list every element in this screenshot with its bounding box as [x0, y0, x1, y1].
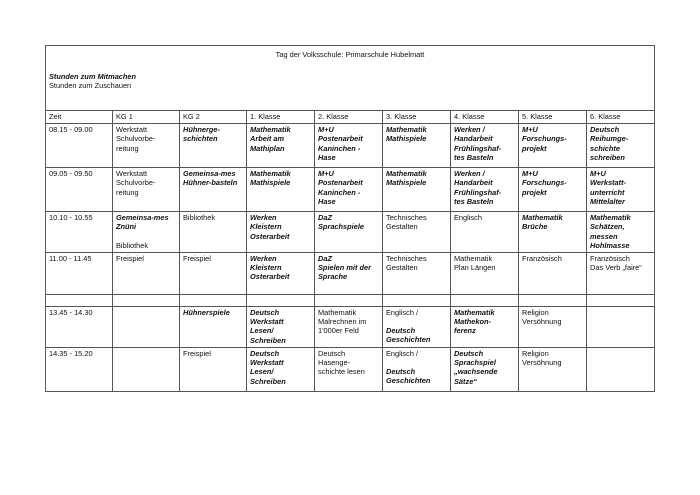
header-row [46, 111, 655, 124]
cell-extra-text: Deutsch Geschichten [386, 367, 431, 386]
cell-text: Deutsch Hasenge- schichte lesen [318, 349, 365, 377]
lesson-cell [519, 253, 587, 295]
cell-text: Mathematik Schätzen, messen Hohlmasse [590, 213, 631, 250]
lesson-cell [315, 348, 383, 392]
lesson-cell [180, 212, 247, 253]
time-cell [46, 295, 113, 307]
lesson-cell [180, 307, 247, 348]
legend-watch: Stunden zum Zuschauen [49, 81, 132, 91]
cell-text: Mathematik Arbeit am Mathiplan [250, 125, 291, 153]
cell-text: Französisch [522, 254, 562, 264]
column-header: KG 2 [180, 111, 247, 124]
cell-text: Freispiel [116, 254, 144, 264]
cell-text: Gemeinsa-mes Hühner-basteln [183, 169, 238, 188]
column-header: 3. Klasse [383, 111, 451, 124]
lesson-cell [247, 168, 315, 212]
cell-text: M+U Postenarbeit Kaninchen - Hase [318, 169, 363, 206]
cell-text: Freispiel [183, 254, 211, 264]
cell-text: M+U Postenarbeit Kaninchen - Hase [318, 125, 363, 162]
cell-text: Mathematik Mathispiele [386, 169, 427, 188]
lesson-cell [587, 124, 655, 168]
cell-text: DaZ Sprachspiele [318, 213, 365, 232]
column-header: 4. Klasse [451, 111, 519, 124]
time-cell [46, 348, 113, 392]
cell-text: Mathematik Plan Längen [454, 254, 496, 273]
lesson-cell [383, 212, 451, 253]
cell-text: Gemeinsa-mes Znüni [116, 213, 169, 232]
cell-text: Deutsch Sprachspiel „wachsende Sätze“ [454, 349, 498, 386]
lesson-cell [247, 253, 315, 295]
cell-text: 13.45 - 14.30 [49, 308, 93, 318]
cell-text: Hühnerge- schichten [183, 125, 220, 144]
cell-text: Mathematik Mathispiele [250, 169, 291, 188]
cell-extra-text: Bibliothek [116, 240, 149, 250]
lesson-cell [383, 348, 451, 392]
cell-text: Mathematik Mathekon- ferenz [454, 308, 495, 336]
cell-text: Technisches Gestalten [386, 254, 427, 273]
lesson-cell [180, 253, 247, 295]
cell-text: Mathematik Brüche [522, 213, 563, 232]
document-title: Tag der Volksschule: Primarschule Hubelmatt [46, 46, 655, 67]
title-row [46, 46, 655, 67]
cell-text: Deutsch Reihumge- schichte schreiben [590, 125, 629, 162]
cell-text: Deutsch Werkstatt Lesen/ Schreiben [250, 349, 286, 386]
cell-text: 14.35 - 15.20 [49, 349, 93, 359]
cell-text: Religion Versöhnung [522, 308, 562, 327]
cell-text: 11.00 - 11.45 [49, 254, 92, 264]
cell-text: Religion Versöhnung [522, 349, 562, 368]
cell-text: Technisches Gestalten [386, 213, 427, 232]
cell-text: DaZ Spielen mit der Sprache [318, 254, 371, 282]
time-cell [46, 253, 113, 295]
lesson-cell [451, 307, 519, 348]
column-header: KG 1 [113, 111, 180, 124]
schedule-table [45, 45, 655, 392]
lesson-cell [315, 168, 383, 212]
cell-text: Werken / Handarbeit Frühlingshaf- tes Basteln [454, 169, 502, 206]
lesson-cell [383, 307, 451, 348]
lesson-cell [247, 307, 315, 348]
lesson-cell [519, 295, 587, 307]
cell-text: Mathematik Mathispiele [386, 125, 427, 144]
legend [46, 66, 655, 111]
lesson-cell [451, 168, 519, 212]
schedule-document [45, 45, 654, 392]
column-header: 5. Klasse [519, 111, 587, 124]
legend-participate: Stunden zum Mitmachen [49, 72, 137, 81]
lesson-cell [315, 124, 383, 168]
cell-text: M+U Forschungs- projekt [522, 169, 567, 197]
lesson-cell [519, 168, 587, 212]
lesson-cell [383, 295, 451, 307]
lesson-cell [180, 168, 247, 212]
lesson-cell [587, 168, 655, 212]
time-slot-row [46, 212, 655, 253]
time-slot-row [46, 124, 655, 168]
lesson-cell [519, 307, 587, 348]
cell-extra-text: Deutsch Geschichten [386, 326, 431, 345]
cell-text: Werkstatt Schulvorbe- reitung [116, 125, 156, 153]
lesson-cell [315, 295, 383, 307]
lesson-cell [315, 307, 383, 348]
cell-text: Englisch / [386, 308, 419, 318]
cell-text: M+U Werkstatt- unterricht Mittelalter [590, 169, 627, 206]
lesson-cell [519, 348, 587, 392]
cell-text: Deutsch Werkstatt Lesen/ Schreiben [250, 308, 286, 345]
lesson-cell [113, 348, 180, 392]
lesson-cell [383, 253, 451, 295]
cell-text: Werken Kleistern Osterarbeit [250, 213, 290, 241]
lesson-cell [247, 295, 315, 307]
cell-text: Werken Kleistern Osterarbeit [250, 254, 290, 282]
lesson-cell [113, 253, 180, 295]
column-header: 2. Klasse [315, 111, 383, 124]
lesson-cell [180, 124, 247, 168]
lesson-cell [451, 212, 519, 253]
cell-text: M+U Forschungs- projekt [522, 125, 567, 153]
cell-text: Französisch Das Verb „faire“ [590, 254, 642, 273]
cell-text: Mathematik Malrechnen im 1'000er Feld [318, 308, 367, 336]
lesson-cell [247, 212, 315, 253]
time-slot-row [46, 168, 655, 212]
spacer-row [46, 295, 655, 307]
lesson-cell [519, 212, 587, 253]
lesson-cell [383, 168, 451, 212]
lesson-cell [180, 348, 247, 392]
lesson-cell [451, 295, 519, 307]
lesson-cell [587, 307, 655, 348]
column-header: Zeit [46, 111, 113, 124]
cell-text: 08.15 - 09.00 [49, 125, 93, 135]
lesson-cell [587, 348, 655, 392]
time-cell [46, 307, 113, 348]
lesson-cell [315, 253, 383, 295]
time-cell [46, 212, 113, 253]
lesson-cell [519, 124, 587, 168]
time-slot-row [46, 348, 655, 392]
cell-text: 09.05 - 09.50 [49, 169, 93, 179]
column-header: 1. Klasse [247, 111, 315, 124]
lesson-cell [383, 124, 451, 168]
lesson-cell [451, 348, 519, 392]
lesson-cell [587, 295, 655, 307]
time-cell [46, 124, 113, 168]
cell-text: Englisch / [386, 349, 419, 359]
cell-text: Freispiel [183, 349, 211, 359]
lesson-cell [315, 212, 383, 253]
lesson-cell [451, 253, 519, 295]
lesson-cell [587, 253, 655, 295]
time-slot-row [46, 307, 655, 348]
lesson-cell [113, 168, 180, 212]
lesson-cell [587, 212, 655, 253]
lesson-cell [113, 295, 180, 307]
legend-row [46, 66, 655, 111]
lesson-cell [247, 348, 315, 392]
cell-text: Werken / Handarbeit Frühlingshaf- tes Basteln [454, 125, 502, 162]
cell-text: Hühnerspiele [183, 308, 230, 318]
cell-text: Englisch [454, 213, 482, 223]
cell-text: Werkstatt Schulvorbe- reitung [116, 169, 156, 197]
cell-text: Bibliothek [183, 213, 216, 223]
column-header: 6. Klasse [587, 111, 655, 124]
lesson-cell [247, 124, 315, 168]
lesson-cell [113, 212, 180, 253]
time-cell [46, 168, 113, 212]
cell-text: 10.10 - 10.55 [49, 213, 93, 223]
lesson-cell [180, 295, 247, 307]
time-slot-row [46, 253, 655, 295]
lesson-cell [113, 307, 180, 348]
lesson-cell [113, 124, 180, 168]
lesson-cell [451, 124, 519, 168]
